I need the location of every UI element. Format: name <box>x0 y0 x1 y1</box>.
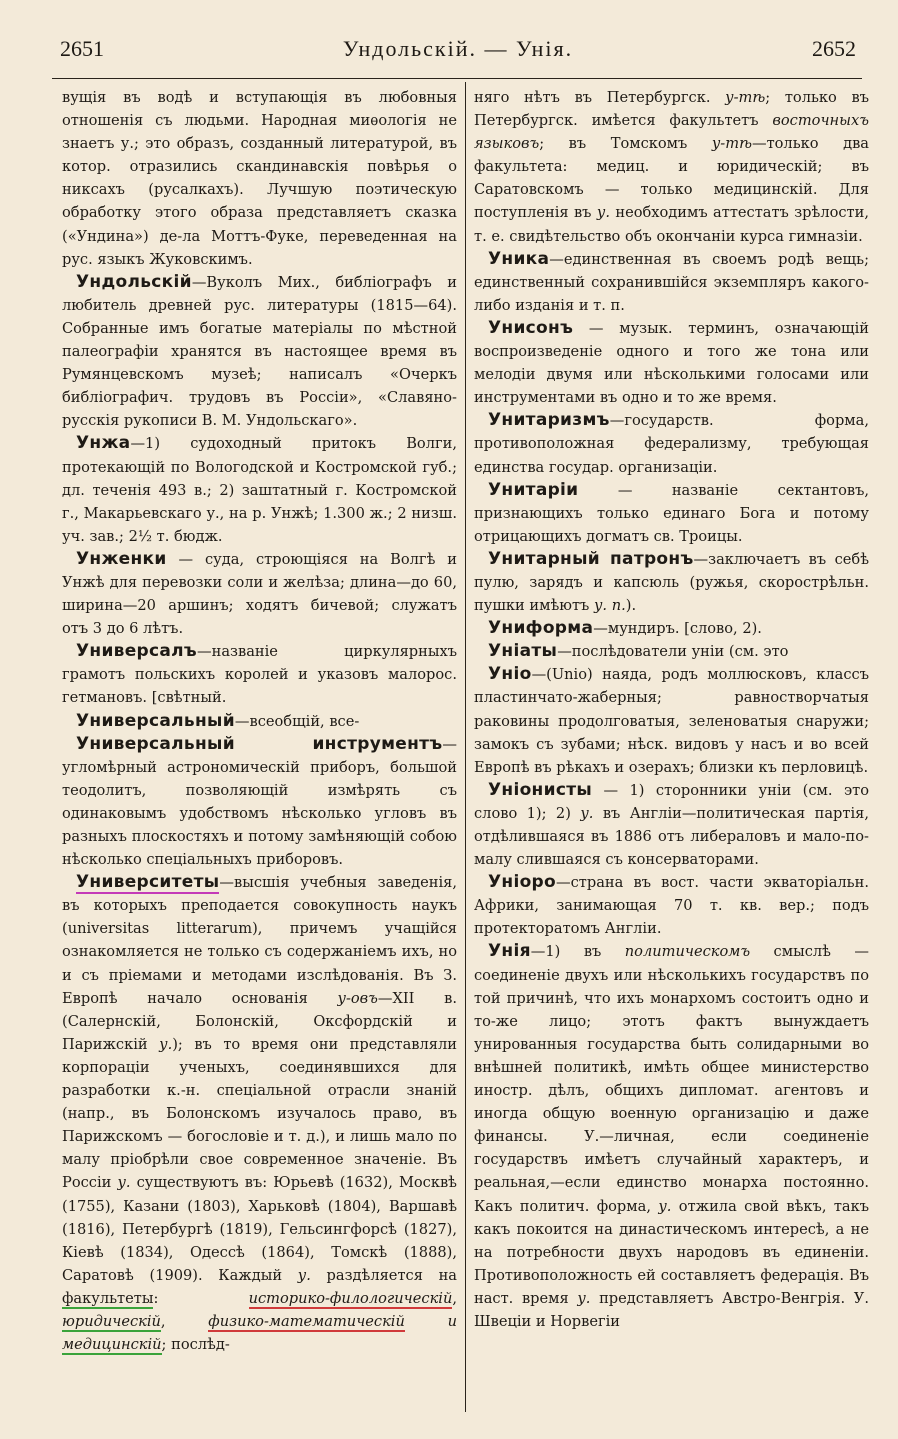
underlined-term: физико-математическій <box>208 1312 405 1330</box>
italic-abbrev: у-овъ <box>337 989 378 1007</box>
entry-unionists <box>474 779 869 871</box>
entry-uniforma <box>474 617 869 640</box>
entry-uniates <box>474 640 869 663</box>
entry-text: представляетъ Австро-Венгрія. У. Швеціи и Норвегіи <box>474 1289 869 1330</box>
underlined-term: факультеты <box>62 1289 154 1307</box>
italic-term: политическомъ <box>624 943 751 961</box>
text: ; въ Томскомъ <box>539 135 712 153</box>
entry-text: — названіе сектантовъ, признающихъ только единаго Бога и потому отрицающихъ догматъ св. Троицы. <box>474 481 869 545</box>
headword: Университеты <box>76 872 220 893</box>
italic-abbrev: у-тѣ <box>711 135 752 153</box>
entry-text: , <box>160 1312 209 1330</box>
entry-text: —послѣдователи уніи (см. это <box>557 643 789 661</box>
entry-unzhenki <box>62 548 457 640</box>
entry-text: въ Англіи—политическая партія, отдѣлившаяся въ 1886 отъ либераловъ и мало-по-малу слившаяся съ консерваторами. <box>474 804 869 869</box>
entry-text: —угломѣрный астрономическій приборъ, большой теодолитъ, позволяющій измѣрять съ одинаковымъ удобствомъ нѣсколько угловъ въ разныхъ плоскостяхъ и потому замѣняющій собою нѣсколько спеціальныхъ приборовъ. <box>62 735 457 869</box>
entry-text: —заключаетъ въ себѣ пулю, зарядъ и капсюль (ружья, скорострѣльн. пушки имѣютъ <box>474 550 870 615</box>
entry-text: —мундиръ. [слово, 2). <box>593 620 762 638</box>
headword: Универсалъ <box>76 641 197 662</box>
italic-abbrev: у. <box>658 1197 672 1215</box>
entry-text: —единственная въ своемъ родѣ вещь; единственный сохранившійся экземпляръ какого-либо изданія и т. п. <box>474 250 869 314</box>
entry-text: —1) судоходный притокъ Волги, протекающій по Вологодской и Костромской губ.; дл. теченія 493 в.; 2) заштатный г. Костромской г., Макарьевскаго у., на р. Унжѣ; 1.300 ж.; 2 низш. уч. зав.; 2½ т. бюдж. <box>62 435 457 545</box>
entry-unison <box>474 317 869 409</box>
continuation-paragraph: вущія въ водѣ и вступающія въ любовныя отношенія съ людьми. Народная миѳологія не знаетъ у.; это образъ, созданный литературой, въ котор. отразились скандинавскія повѣрья о никсахъ (русалкахъ). Лучшую поэтическую обработку этого образа представляетъ сказка («Ундина») де-ла Моттъ-Фуке, переведенная на рус. языкъ Жуковскимъ. <box>62 89 457 268</box>
column-separator <box>465 82 466 1412</box>
entry-text: : <box>153 1289 249 1307</box>
page-number-right: 2652 <box>812 36 856 61</box>
entry-text: —(Unio) наяда, родъ моллюсковъ, классъ пластинчато-жаберныя; равностворчатыя раковины продолговатыя, зеленоватыя снаружи; замокъ съ зубами; нѣск. видовъ у насъ и во всей Европѣ въ рѣкахъ и озерахъ; близки къ перловицѣ. <box>474 666 869 776</box>
entry-universalny <box>62 710 457 733</box>
entry-text: ). <box>625 597 637 615</box>
headword: Уніо <box>488 664 532 685</box>
italic-abbrev: у. <box>117 1174 131 1192</box>
underlined-term: медицинскій <box>62 1336 162 1354</box>
headword: Унженки <box>76 548 167 569</box>
entry-unitarians <box>474 479 869 548</box>
right-column <box>474 86 869 1333</box>
headword: Ундольскій <box>76 271 192 292</box>
entry-text: ); въ то время они представляли корпораціи ученыхъ, соединявшихся для разработки к.-н. спеціальной отрасли знаній (напр., въ Болонскомъ изучалось право, въ Парижскомъ — богословіе и т. д.), и лишь мало по малу пріобрѣли свое современное значеніе. Въ Россіи <box>62 1035 457 1192</box>
header-rule <box>52 78 862 79</box>
running-title: Ундольскій. — Унія. <box>342 36 574 61</box>
entry-unioro <box>474 871 869 940</box>
entry-text: смыслѣ —соединеніе двухъ или нѣсколькихъ государствъ по той причинѣ, что ихъ монархомъ состоитъ одно и то-же лицо; этотъ фактъ вынуждаетъ унированныя государства быть солидарными во внѣшней политикѣ, имѣть общее министерство иностр. дѣлъ, общихъ дипломат. агентовъ и иногда общую военную организацію и даже финансы. У.—личная, если соединеніе государствъ имѣетъ случайный характеръ, и реальная,—если единство монарха постоянно. Какъ политич. форма, <box>474 943 869 1215</box>
headword: Унитарный патронъ <box>488 548 694 569</box>
entry-unia <box>474 940 869 1333</box>
entry-undolsky <box>62 271 457 433</box>
italic-abbrev: у. <box>580 804 594 822</box>
entry-text: отжила свой вѣкъ, такъ какъ покоится на династическомъ интересѣ, а не на потребности двухъ народовъ въ единеніи. Противоположность ей составляетъ федерація. Въ наст. время <box>474 1197 869 1307</box>
entry-text: —1) въ <box>530 943 625 961</box>
italic-abbrev: у. <box>159 1035 173 1053</box>
entry-text: —всеобщій, все- <box>234 712 360 730</box>
headword: Уніаты <box>488 641 558 662</box>
italic-abbrev: у. <box>297 1266 311 1284</box>
headword: Унитаріи <box>488 479 579 500</box>
entry-text: — музык. терминъ, означающій воспроизведеніе одного и того же тона или мелодіи двумя или нѣсколькими голосами или инструментами въ одно и то же время. <box>474 319 869 407</box>
entry-text: —XII в. (Салернскій, Болонскій, Оксфордскій и Парижскій <box>62 989 457 1053</box>
entry-text: ; послѣд- <box>161 1336 230 1354</box>
headword: Унисонъ <box>488 317 574 338</box>
entry-text: —названіе циркулярныхъ грамотъ польскихъ королей и указовъ малорос. гетмановъ. [свѣтный. <box>62 643 457 707</box>
left-column <box>62 86 457 1356</box>
italic-abbrev: у. <box>596 204 610 222</box>
italic-abbrev: у. <box>577 1289 591 1307</box>
text: няго нѣтъ въ Петербургск. <box>474 89 726 106</box>
entry-text: — суда, строющіяся на Волгѣ и Унжѣ для перевозки соли и желѣза; длина—до 60, ширина—20 аршинъ; ходятъ бичевой; служатъ отъ 3 до 6 лѣтъ. <box>62 550 457 638</box>
text: ; только въ Петербургск. имѣется факультетъ <box>474 89 869 130</box>
headword: Унія <box>488 941 531 962</box>
page-number-left: 2651 <box>60 36 104 61</box>
entry-universal-instrument <box>62 733 457 872</box>
italic-abbrev: у-тѣ <box>725 89 766 106</box>
entry-text: , <box>452 1289 457 1307</box>
headword: Унитаризмъ <box>488 410 610 431</box>
entry-text: —страна въ вост. части экваторіальн. Африки, занимающая 70 т. кв. вер.; подъ протекторатомъ Англіи. <box>474 874 869 938</box>
entry-text: —Вуколъ Мих., библіографъ и любитель древней рус. литературы (1815—64). Собранные имъ богатые матеріалы по мѣстной палеографіи хранятся въ настоящее время въ Румянцевскомъ музеѣ; написалъ «Очеркъ библіографич. трудовъ въ Россіи», «Славяно-русскія рукописи В. М. Ундольскаго». <box>62 273 457 430</box>
entry-unzha <box>62 432 457 547</box>
continuation-paragraph <box>474 86 869 248</box>
text: —только два факультета: медиц. и юридическій; въ Саратовскомъ — только медицинскій. Для поступленія въ <box>474 135 869 222</box>
headword: Уніоро <box>488 872 557 893</box>
entry-text: существуютъ въ: Юрьевѣ (1632), Москвѣ (1755), Казани (1803), Харьковѣ (1804), Варшавѣ (1816), Петербургѣ (1819), Гельсингфорсѣ (1827), Кіевѣ (1834), Одессѣ (1864), Томскѣ (1888), Саратовѣ (1909). Каждый <box>62 1174 457 1284</box>
headword: Уника <box>488 248 550 269</box>
underlined-term: юридическій <box>62 1312 161 1330</box>
entry-universities <box>62 871 457 1356</box>
italic-abbrev: у. п. <box>593 597 626 615</box>
underlined-term: историко-филологическій <box>248 1289 453 1307</box>
entry-text: — 1) сторонники уніи (см. это слово 1); 2) <box>474 781 869 822</box>
text: необходимъ аттестатъ зрѣлости, т. е. свидѣтельство объ окончаніи курса гимназіи. <box>474 204 869 245</box>
headword: Уніонисты <box>488 779 593 800</box>
entry-text: раздѣляется на <box>310 1266 458 1284</box>
entry-unio <box>474 663 869 778</box>
entry-text: —государств. форма, противоположная федерализму, требующая единства государ. организаціи. <box>474 412 869 476</box>
page-header <box>60 36 856 70</box>
headword: Унжа <box>76 433 131 454</box>
entry-unitarism <box>474 409 869 478</box>
headword: Универсальный инструментъ <box>76 733 443 754</box>
headword: Униформа <box>488 618 594 639</box>
entry-universal <box>62 640 457 709</box>
entry-unika <box>474 248 869 317</box>
headword: Универсальный <box>76 710 235 731</box>
entry-unitary-cartridge <box>474 548 869 617</box>
entry-text: и <box>404 1312 457 1330</box>
italic-term: восточныхъ языковъ <box>474 112 869 153</box>
entry-text: —высшія учебныя заведенія, въ которыхъ преподается совокупность наукъ (universitas litterarum), причемъ учащійся ознакомляется не только съ содержаніемъ ихъ, но и съ пріемами и методами изслѣдованія. Въ З. Европѣ начало основанія <box>62 874 457 1007</box>
